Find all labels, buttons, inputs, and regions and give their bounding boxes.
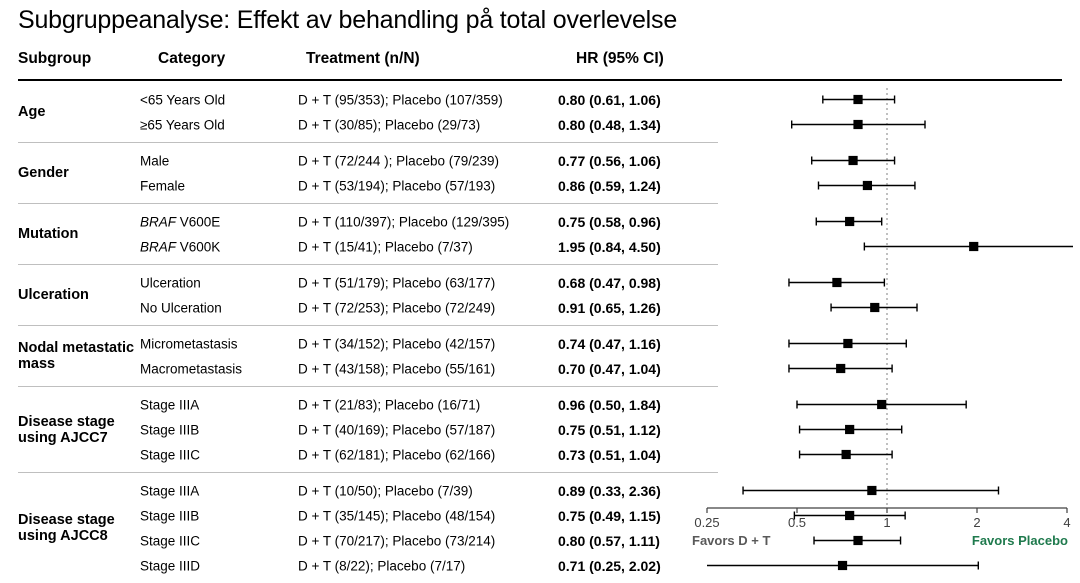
cell-hazard-ratio: 0.74 (0.47, 1.16) — [558, 335, 661, 352]
cell-category: ≥65 Years Old — [140, 117, 225, 132]
cell-category-text: V600K — [176, 239, 221, 254]
cell-category-text: V600E — [176, 214, 221, 229]
cell-category: Macrometastasis — [140, 361, 243, 376]
cell-treatment: D + T (62/181); Placebo (62/166) — [298, 447, 496, 462]
table-row — [18, 553, 718, 578]
cell-hazard-ratio: 0.70 (0.47, 1.04) — [558, 360, 661, 377]
cell-hazard-ratio: 0.96 (0.50, 1.84) — [558, 396, 661, 413]
point-estimate-marker — [838, 561, 847, 570]
cell-treatment: D + T (43/158); Placebo (55/161) — [298, 361, 496, 376]
cell-category: Ulceration — [140, 275, 201, 290]
cell-treatment: D + T (53/194); Placebo (57/193) — [298, 178, 496, 193]
cell-hazard-ratio: 0.71 (0.25, 2.02) — [558, 557, 661, 574]
cell-hazard-ratio: 0.80 (0.61, 1.06) — [558, 91, 661, 108]
cell-category: Stage IIIB — [140, 508, 200, 523]
x-axis-tick-label: 4 — [1063, 515, 1071, 530]
cell-treatment: D + T (35/145); Placebo (48/154) — [298, 508, 496, 523]
cell-hazard-ratio: 0.86 (0.59, 1.24) — [558, 177, 661, 194]
cell-category: Female — [140, 178, 186, 193]
cell-treatment: D + T (51/179); Placebo (63/177) — [298, 275, 496, 290]
subgroup-label: Gender — [18, 164, 69, 181]
gene-name: BRAF — [140, 239, 177, 254]
subgroup-label: Nodal metastatic mass — [18, 339, 135, 372]
cell-hazard-ratio: 0.91 (0.65, 1.26) — [558, 299, 661, 316]
gene-name: BRAF — [140, 214, 177, 229]
cell-hazard-ratio: 0.89 (0.33, 2.36) — [558, 482, 661, 499]
x-axis-tick-label: 0.5 — [787, 515, 807, 530]
cell-category: Stage IIIA — [140, 483, 200, 498]
cell-treatment: D + T (30/85); Placebo (29/73) — [298, 117, 481, 132]
subgroup-label: Disease stage using AJCC7 — [18, 413, 115, 446]
subgroup-label: Age — [18, 103, 46, 120]
cell-treatment: D + T (95/353); Placebo (107/359) — [298, 92, 503, 107]
cell-treatment: D + T (70/217); Placebo (73/214) — [298, 533, 496, 548]
subgroup-label: Mutation — [18, 225, 79, 242]
subgroup-label: Disease stage using AJCC8 — [18, 511, 115, 544]
cell-treatment: D + T (15/41); Placebo (7/37) — [298, 239, 473, 254]
column-header-hr: HR (95% CI) — [576, 50, 664, 67]
cell-hazard-ratio: 0.77 (0.56, 1.06) — [558, 152, 661, 169]
cell-treatment: D + T (21/83); Placebo (16/71) — [298, 397, 481, 412]
cell-category: <65 Years Old — [140, 92, 226, 107]
cell-hazard-ratio: 0.73 (0.51, 1.04) — [558, 446, 661, 463]
subgroup-label: Ulceration — [18, 286, 89, 303]
column-header-subgroup: Subgroup — [18, 50, 92, 67]
x-axis-tick-label: 0.25 — [694, 515, 720, 530]
cell-treatment: D + T (40/169); Placebo (57/187) — [298, 422, 496, 437]
cell-treatment: D + T (72/253); Placebo (72/249) — [298, 300, 496, 315]
cell-hazard-ratio: 0.75 (0.49, 1.15) — [558, 507, 661, 524]
cell-hazard-ratio: 0.75 (0.58, 0.96) — [558, 213, 661, 230]
cell-category: No Ulceration — [140, 300, 222, 315]
cell-treatment: D + T (8/22); Placebo (7/17) — [298, 558, 466, 573]
x-axis-tick-label: 2 — [973, 515, 981, 530]
cell-hazard-ratio: 1.95 (0.84, 4.50) — [558, 238, 661, 255]
cell-category: Male — [140, 153, 170, 168]
column-header-category: Category — [158, 50, 226, 67]
cell-category: Stage IIIC — [140, 447, 201, 462]
cell-category: Stage IIIC — [140, 533, 201, 548]
cell-treatment: D + T (72/244 ); Placebo (79/239) — [298, 153, 499, 168]
favors-treatment-label: Favors D + T — [692, 533, 771, 548]
cell-category: Micrometastasis — [140, 336, 238, 351]
cell-category: Stage IIID — [140, 558, 201, 573]
favors-placebo-label: Favors Placebo — [971, 533, 1068, 548]
x-axis-tick-label: 1 — [883, 515, 891, 530]
cell-hazard-ratio: 0.68 (0.47, 0.98) — [558, 274, 661, 291]
page-title: Subgruppeanalyse: Effekt av behandling på total overlevelse — [18, 6, 678, 34]
cell-category: Stage IIIA — [140, 397, 200, 412]
cell-treatment: D + T (110/397); Placebo (129/395) — [298, 214, 510, 229]
cell-hazard-ratio: 0.80 (0.48, 1.34) — [558, 116, 661, 133]
cell-treatment: D + T (34/152); Placebo (42/157) — [298, 336, 496, 351]
column-header-treatment: Treatment (n/N) — [306, 50, 420, 67]
cell-hazard-ratio: 0.75 (0.51, 1.12) — [558, 421, 661, 438]
cell-category: Stage IIIB — [140, 422, 200, 437]
cell-hazard-ratio: 0.80 (0.57, 1.11) — [558, 532, 660, 549]
cell-treatment: D + T (10/50); Placebo (7/39) — [298, 483, 473, 498]
